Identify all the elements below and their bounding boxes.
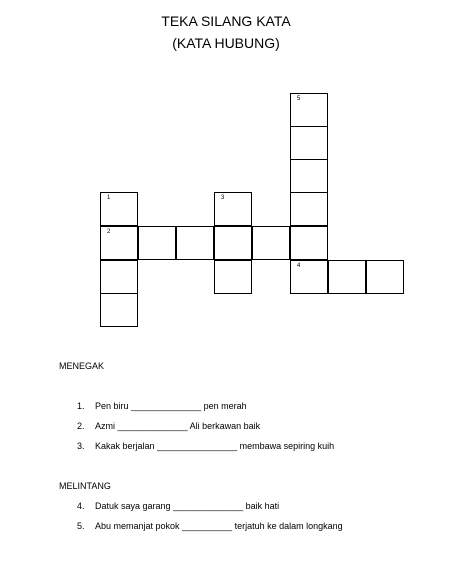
- crossword-cell[interactable]: [100, 293, 138, 327]
- crossword-cell[interactable]: [100, 226, 138, 260]
- menegak-heading: MENEGAK: [59, 361, 105, 371]
- crossword-cell[interactable]: [290, 126, 328, 160]
- crossword-cell[interactable]: [100, 260, 138, 294]
- clue-number: 4: [297, 263, 301, 269]
- crossword-cell[interactable]: [290, 159, 328, 193]
- page-subtitle: (KATA HUBUNG): [172, 35, 280, 51]
- clue-item-text: Abu memanjat pokok __________ terjatuh ke dalam longkang: [95, 521, 343, 531]
- crossword-cell[interactable]: [214, 260, 252, 294]
- crossword-cell[interactable]: [290, 226, 328, 260]
- clue-item: [77, 421, 260, 432]
- clue-item-text: Pen biru ______________ pen merah: [95, 401, 247, 411]
- clue-item: [77, 501, 279, 512]
- clue-number: 3: [221, 195, 225, 201]
- clue-item-number: 5.: [77, 521, 85, 531]
- crossword-cell[interactable]: [290, 93, 328, 127]
- clue-item: [77, 521, 343, 532]
- crossword-cell[interactable]: [290, 192, 328, 226]
- clue-item-number: 4.: [77, 501, 85, 511]
- melintang-heading: MELINTANG: [59, 481, 111, 491]
- crossword-cell[interactable]: [176, 226, 214, 260]
- clue-item-text: Kakak berjalan ________________ membawa sepiring kuih: [95, 441, 335, 451]
- clue-item: [77, 401, 247, 412]
- page-title: TEKA SILANG KATA: [161, 13, 291, 29]
- clue-item: [77, 441, 334, 452]
- crossword-cell[interactable]: [252, 226, 290, 260]
- crossword-cell[interactable]: [214, 192, 252, 226]
- clue-item-number: 1.: [77, 401, 85, 411]
- crossword-cell[interactable]: [138, 226, 176, 260]
- crossword-cell[interactable]: [214, 226, 252, 260]
- clue-item-text: Azmi ______________ Ali berkawan baik: [95, 421, 261, 431]
- crossword-cell[interactable]: [290, 260, 328, 294]
- crossword-cell[interactable]: [100, 192, 138, 226]
- clue-item-number: 2.: [77, 421, 85, 431]
- clue-number: 2: [107, 229, 111, 235]
- crossword-cell[interactable]: [328, 260, 366, 294]
- clue-number: 1: [107, 195, 111, 201]
- clue-number: 5: [297, 96, 301, 102]
- crossword-cell[interactable]: [366, 260, 404, 294]
- clue-item-text: Datuk saya garang ______________ baik hati: [95, 501, 280, 511]
- clue-item-number: 3.: [77, 441, 85, 451]
